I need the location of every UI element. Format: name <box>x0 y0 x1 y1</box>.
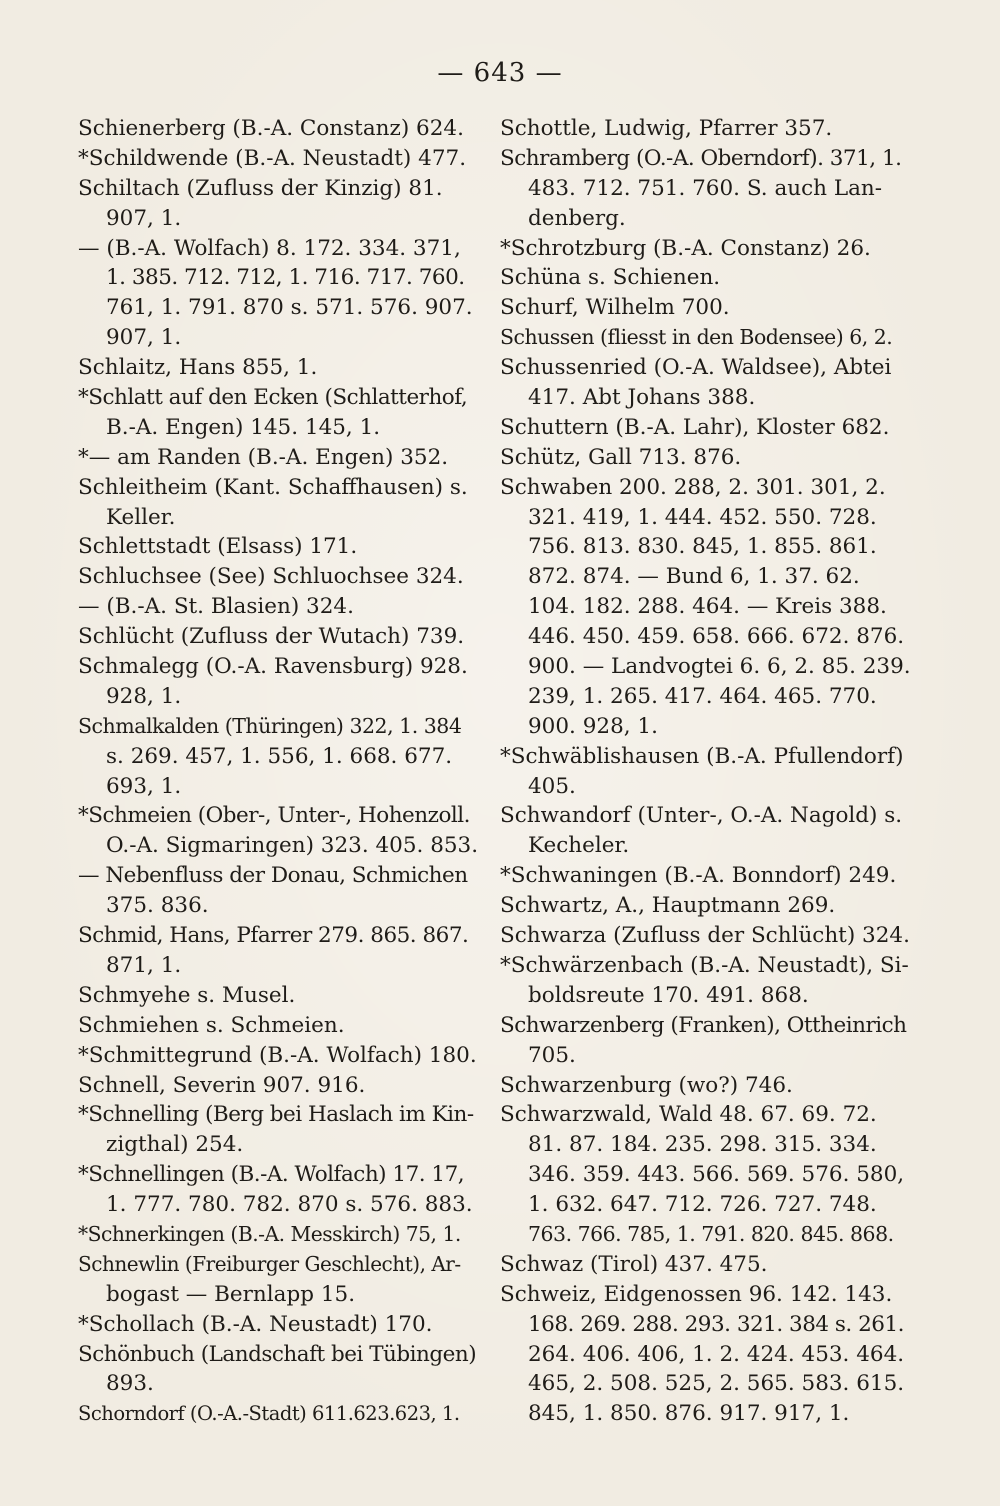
index-entry: *Schnelling (Berg bei Haslach im Kin- <box>78 1102 474 1128</box>
index-entry: Schnell, Severin 907. 916. <box>78 1072 366 1098</box>
index-entry-continuation: 321. 419, 1. 444. 452. 550. 728. <box>528 504 877 530</box>
index-entry: *Schwärzenbach (B.-A. Neustadt), Si- <box>500 952 909 978</box>
index-entry: Schuttern (B.-A. Lahr), Kloster 682. <box>500 414 890 440</box>
index-entry-continuation: 465, 2. 508. 525, 2. 565. 583. 615. <box>528 1371 905 1397</box>
index-entry: Schmid, Hans, Pfarrer 279. 865. 867. <box>78 923 469 949</box>
index-entry-continuation: 907, 1. <box>106 205 182 231</box>
index-entry: Schwarzwald, Wald 48. 67. 69. 72. <box>500 1102 877 1128</box>
index-entry: Schmiehen s. Schmeien. <box>78 1012 345 1038</box>
index-entry-continuation: 872. 874. — Bund 6, 1. 37. 62. <box>528 564 860 590</box>
index-entry-continuation: 405. <box>528 773 576 799</box>
index-entry-continuation: 900. — Landvogtei 6. 6, 2. 85. 239. <box>528 654 911 680</box>
index-entry: Schussenried (O.-A. Waldsee), Abtei <box>500 355 892 381</box>
index-entry: *Schrotzburg (B.-A. Constanz) 26. <box>500 235 871 261</box>
index-entry-continuation: 104. 182. 288. 464. — Kreis 388. <box>528 594 887 620</box>
index-entry-continuation: 871, 1. <box>106 952 182 978</box>
index-entry-continuation: 761, 1. 791. 870 s. 571. 576. 907. <box>106 295 473 321</box>
index-entry: Schussen (fliesst in den Bodensee) 6, 2. <box>500 325 893 350</box>
index-entry-continuation: bogast — Bernlapp 15. <box>106 1281 356 1307</box>
index-entry: *Schmittegrund (B.-A. Wolfach) 180. <box>78 1042 477 1068</box>
index-entry-continuation: 264. 406. 406, 1. 2. 424. 453. 464. <box>528 1341 905 1367</box>
index-entry: Schienerberg (B.-A. Constanz) 624. <box>78 116 464 141</box>
index-entry-continuation: B.-A. Engen) 145. 145, 1. <box>106 414 381 440</box>
index-entry-continuation: 375. 836. <box>106 893 209 919</box>
index-entry-continuation: 346. 359. 443. 566. 569. 576. 580, <box>528 1162 905 1188</box>
index-entry-continuation: 893. <box>106 1371 154 1397</box>
index-entry: — (B.-A. Wolfach) 8. 172. 334. 371, <box>78 235 461 261</box>
index-entry: Schmalkalden (Thüringen) 322, 1. 384 <box>78 713 462 738</box>
index-entry: Schnewlin (Freiburger Geschlecht), Ar- <box>78 1251 461 1276</box>
index-entry-continuation: 693, 1. <box>106 773 182 799</box>
index-entry: Schüna s. Schienen. <box>500 265 721 291</box>
index-entry-continuation: 483. 712. 751. 760. S. auch Lan- <box>528 175 883 201</box>
index-entry: *Schnellingen (B.-A. Wolfach) 17. 17, <box>78 1162 465 1188</box>
index-entry-continuation: zigthal) 254. <box>106 1132 244 1158</box>
index-entry-continuation: 1. 777. 780. 782. 870 s. 576. 883. <box>106 1192 473 1218</box>
index-entry-continuation: 417. Abt Johans 388. <box>528 385 756 411</box>
index-entry: Schluchsee (See) Schluochsee 324. <box>78 564 464 590</box>
index-entry: Schwartz, A., Hauptmann 269. <box>500 893 836 919</box>
index-entry: Schottle, Ludwig, Pfarrer 357. <box>500 116 833 141</box>
index-entry: *Schildwende (B.-A. Neustadt) 477. <box>78 145 467 171</box>
index-entry-continuation: 763. 766. 785, 1. 791. 820. 845. 868. <box>528 1221 894 1246</box>
index-entry: Schwaben 200. 288, 2. 301. 301, 2. <box>500 474 886 500</box>
index-entry-continuation: s. 269. 457, 1. 556, 1. 668. 677. <box>106 743 453 769</box>
index-entry-continuation: Keller. <box>106 504 176 530</box>
index-entry: Schwandorf (Unter-, O.-A. Nagold) s. <box>500 803 903 829</box>
index-entry-continuation: 239, 1. 265. 417. 464. 465. 770. <box>528 683 877 709</box>
index-entry-continuation: 1. 632. 647. 712. 726. 727. 748. <box>528 1192 877 1218</box>
index-entry-continuation: boldsreute 170. 491. 868. <box>528 982 809 1008</box>
index-entry: Schwarzenberg (Franken), Ottheinrich <box>500 1012 907 1038</box>
index-entry: — (B.-A. St. Blasien) 324. <box>78 594 354 620</box>
index-entry-continuation: 81. 87. 184. 235. 298. 315. 334. <box>528 1132 877 1158</box>
index-entry-continuation: 1. 385. 712. 712, 1. 716. 717. 760. <box>106 265 465 291</box>
index-entry: *Schollach (B.-A. Neustadt) 170. <box>78 1311 433 1337</box>
index-entry: — Nebenfluss der Donau, Schmichen <box>78 863 468 889</box>
index-entry-continuation: 907, 1. <box>106 325 182 351</box>
index-entry: Schwaz (Tirol) 437. 475. <box>500 1251 768 1277</box>
index-entry-continuation: 900. 928, 1. <box>528 713 658 739</box>
index-entry-continuation: denberg. <box>528 205 626 231</box>
index-entry: Schweiz, Eidgenossen 96. 142. 143. <box>500 1281 893 1307</box>
index-entry: *Schwäblishausen (B.-A. Pfullendorf) <box>500 743 904 769</box>
index-entry-continuation: O.-A. Sigmaringen) 323. 405. 853. <box>106 833 479 859</box>
index-entry-continuation: 845, 1. 850. 876. 917. 917, 1. <box>528 1401 850 1427</box>
index-entry: Schwarza (Zufluss der Schlücht) 324. <box>500 923 910 949</box>
index-entry: Schramberg (O.-A. Oberndorf). 371, 1. <box>500 145 902 171</box>
index-entry: Schütz, Gall 713. 876. <box>500 444 742 470</box>
index-entry: Schlaitz, Hans 855, 1. <box>78 355 318 381</box>
index-entry: Schleitheim (Kant. Schaffhausen) s. <box>78 474 468 500</box>
index-entry: Schiltach (Zufluss der Kinzig) 81. <box>78 175 443 201</box>
index-entry: Schlettstadt (Elsass) 171. <box>78 534 358 560</box>
page-number: — 643 — <box>437 58 563 88</box>
index-entry: Schwarzenburg (wo?) 746. <box>500 1072 793 1098</box>
index-entry: Schmalegg (O.-A. Ravensburg) 928. <box>78 654 468 680</box>
index-entry-continuation: Kecheler. <box>528 833 630 859</box>
index-column-left <box>78 114 480 1429</box>
index-entry: Schorndorf (O.-A.-Stadt) 611.623.623, 1. <box>78 1402 460 1426</box>
index-entry-continuation: 928, 1. <box>106 683 182 709</box>
index-entry-continuation: 446. 450. 459. 658. 666. 672. 876. <box>528 624 905 650</box>
index-entry-continuation: 705. <box>528 1042 576 1068</box>
index-entry: Schurf, Wilhelm 700. <box>500 295 730 321</box>
index-entry: *Schwaningen (B.-A. Bonndorf) 249. <box>500 863 897 889</box>
index-entry: *Schmeien (Ober-, Unter-, Hohenzoll. <box>78 803 470 829</box>
index-entry: *Schnerkingen (B.-A. Messkirch) 75, 1. <box>78 1221 461 1246</box>
index-entry: Schönbuch (Landschaft bei Tübingen) <box>78 1341 477 1367</box>
index-entry: Schmyehe s. Musel. <box>78 982 296 1008</box>
index-entry-continuation: 756. 813. 830. 845, 1. 855. 861. <box>528 534 877 560</box>
index-entry: *— am Randen (B.-A. Engen) 352. <box>78 444 449 470</box>
index-column-right <box>500 114 912 1429</box>
index-entry: *Schlatt auf den Ecken (Schlatterhof, <box>78 385 468 411</box>
index-entry-continuation: 168. 269. 288. 293. 321. 384 s. 261. <box>528 1311 904 1337</box>
index-entry: Schlücht (Zufluss der Wutach) 739. <box>78 624 465 650</box>
